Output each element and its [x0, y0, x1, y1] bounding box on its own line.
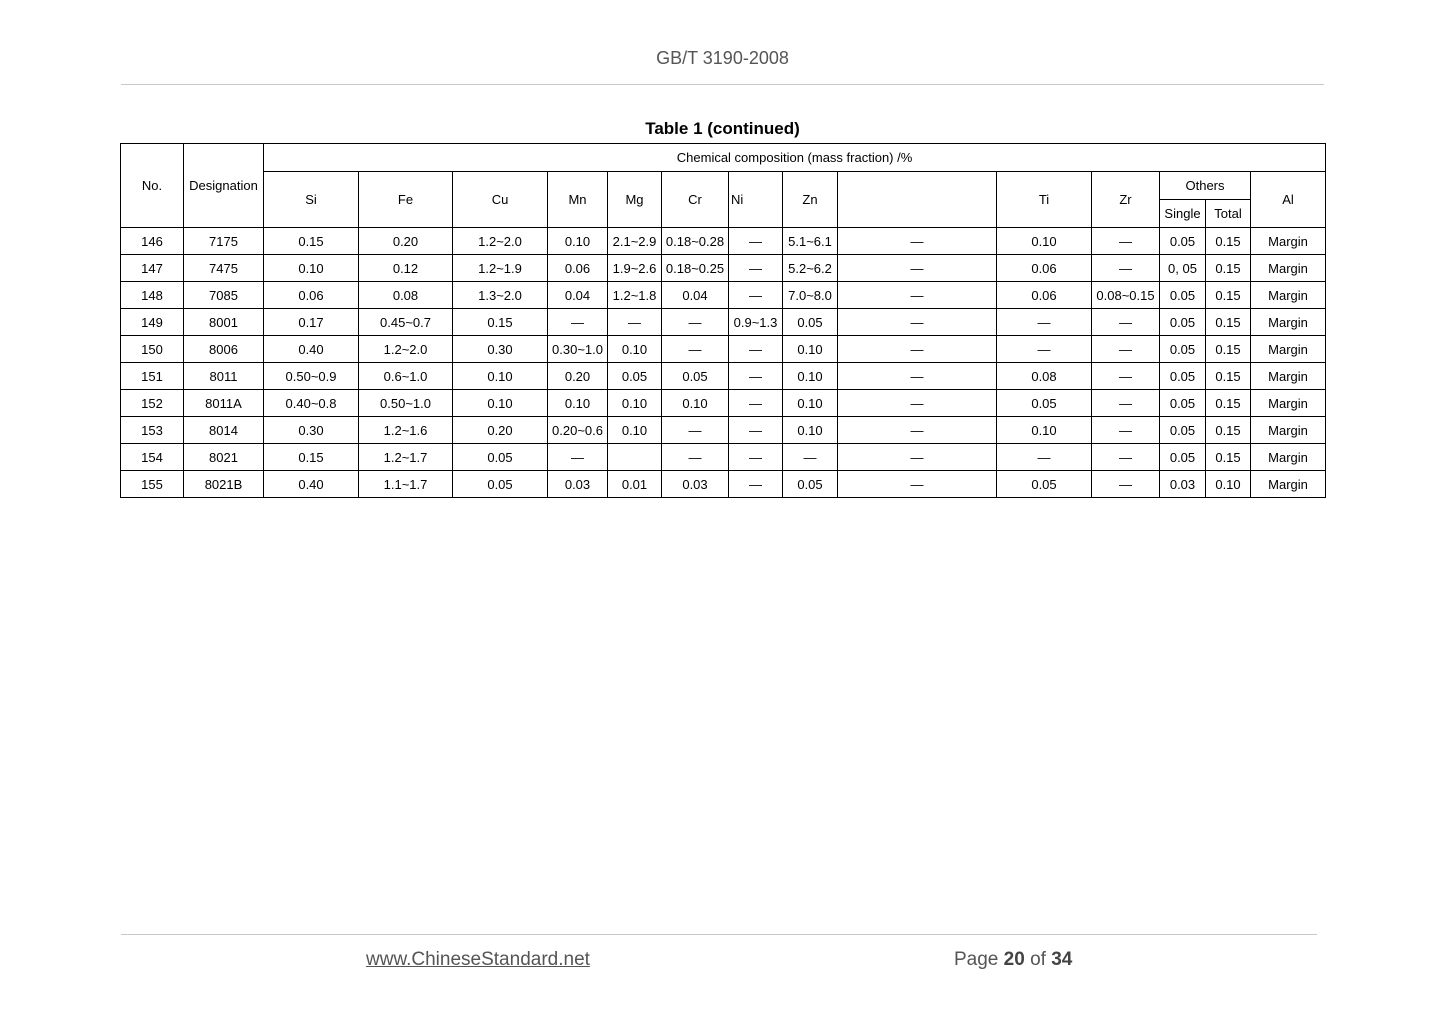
- cell-fe: 1.1~1.7: [359, 471, 453, 498]
- cell-blank: —: [838, 309, 997, 336]
- chemical-composition-table: [120, 143, 1326, 498]
- cell-fe: 1.2~1.6: [359, 417, 453, 444]
- cell-al: Margin: [1251, 363, 1326, 390]
- cell-mg: 0.10: [608, 390, 662, 417]
- page-of: of: [1030, 949, 1046, 970]
- cell-others-single: 0.05: [1160, 390, 1206, 417]
- cell-ni: —: [729, 390, 783, 417]
- table-row: [121, 471, 1326, 498]
- cell-others-single: 0.05: [1160, 417, 1206, 444]
- cell-si: 0.06: [264, 282, 359, 309]
- cell-zn: 0.10: [783, 336, 838, 363]
- table-row: [121, 444, 1326, 471]
- cell-zn: 7.0~8.0: [783, 282, 838, 309]
- cell-others-total: 0.15: [1206, 309, 1251, 336]
- cell-others-total: 0.15: [1206, 255, 1251, 282]
- cell-cu: 1.2~1.9: [453, 255, 548, 282]
- header-designation: Designation: [184, 144, 264, 228]
- cell-others-total: 0.15: [1206, 282, 1251, 309]
- cell-others-total: 0.10: [1206, 471, 1251, 498]
- cell-zr: —: [1092, 363, 1160, 390]
- cell-designation: 8006: [184, 336, 264, 363]
- cell-ni: 0.9~1.3: [729, 309, 783, 336]
- cell-si: 0.50~0.9: [264, 363, 359, 390]
- cell-al: Margin: [1251, 444, 1326, 471]
- cell-si: 0.17: [264, 309, 359, 336]
- cell-others-total: 0.15: [1206, 444, 1251, 471]
- cell-fe: 0.45~0.7: [359, 309, 453, 336]
- cell-others-single: 0.05: [1160, 336, 1206, 363]
- cell-mn: —: [548, 309, 608, 336]
- cell-ni: —: [729, 282, 783, 309]
- cell-zn: 0.05: [783, 471, 838, 498]
- header-fe: Fe: [359, 172, 453, 228]
- cell-ni: —: [729, 417, 783, 444]
- cell-blank: —: [838, 444, 997, 471]
- cell-zn: 5.2~6.2: [783, 255, 838, 282]
- cell-ti: 0.05: [997, 471, 1092, 498]
- header-mn: Mn: [548, 172, 608, 228]
- cell-cu: 0.05: [453, 471, 548, 498]
- cell-fe: 0.6~1.0: [359, 363, 453, 390]
- cell-others-single: 0.05: [1160, 228, 1206, 255]
- cell-designation: 8011: [184, 363, 264, 390]
- cell-designation: 7085: [184, 282, 264, 309]
- cell-al: Margin: [1251, 390, 1326, 417]
- header-blank: [838, 172, 997, 228]
- header-others-total: Total: [1206, 200, 1251, 228]
- table-row: [121, 309, 1326, 336]
- cell-zr: —: [1092, 255, 1160, 282]
- cell-others-single: 0.03: [1160, 471, 1206, 498]
- cell-cr: 0.04: [662, 282, 729, 309]
- cell-al: Margin: [1251, 471, 1326, 498]
- cell-cu: 0.30: [453, 336, 548, 363]
- cell-al: Margin: [1251, 255, 1326, 282]
- cell-al: Margin: [1251, 228, 1326, 255]
- cell-mg: 1.2~1.8: [608, 282, 662, 309]
- table-row: [121, 363, 1326, 390]
- cell-zn: 0.10: [783, 363, 838, 390]
- cell-designation: 7175: [184, 228, 264, 255]
- cell-no: 150: [121, 336, 184, 363]
- cell-others-single: 0.05: [1160, 444, 1206, 471]
- cell-no: 151: [121, 363, 184, 390]
- cell-cu: 0.05: [453, 444, 548, 471]
- cell-cr: 0.18~0.25: [662, 255, 729, 282]
- header-ni: Ni: [729, 172, 783, 228]
- header-others-single: Single: [1160, 200, 1206, 228]
- cell-mg: —: [608, 309, 662, 336]
- cell-blank: —: [838, 471, 997, 498]
- cell-mn: 0.30~1.0: [548, 336, 608, 363]
- cell-zr: —: [1092, 417, 1160, 444]
- cell-mn: 0.03: [548, 471, 608, 498]
- cell-designation: 8021: [184, 444, 264, 471]
- cell-mg: [608, 444, 662, 471]
- cell-mg: 0.10: [608, 336, 662, 363]
- cell-si: 0.15: [264, 228, 359, 255]
- cell-zr: —: [1092, 471, 1160, 498]
- cell-fe: 0.12: [359, 255, 453, 282]
- footer-divider: [121, 934, 1317, 935]
- cell-zr: —: [1092, 390, 1160, 417]
- header-zr: Zr: [1092, 172, 1160, 228]
- cell-si: 0.40~0.8: [264, 390, 359, 417]
- cell-mg: 2.1~2.9: [608, 228, 662, 255]
- cell-blank: —: [838, 255, 997, 282]
- cell-cr: 0.18~0.28: [662, 228, 729, 255]
- cell-blank: —: [838, 282, 997, 309]
- cell-ti: 0.10: [997, 417, 1092, 444]
- cell-mn: 0.10: [548, 228, 608, 255]
- header-al: Al: [1251, 172, 1326, 228]
- cell-cu: 0.20: [453, 417, 548, 444]
- cell-ti: —: [997, 336, 1092, 363]
- cell-designation: 8011A: [184, 390, 264, 417]
- cell-al: Margin: [1251, 417, 1326, 444]
- cell-no: 146: [121, 228, 184, 255]
- cell-ni: —: [729, 444, 783, 471]
- cell-others-single: 0.05: [1160, 309, 1206, 336]
- cell-al: Margin: [1251, 336, 1326, 363]
- cell-no: 153: [121, 417, 184, 444]
- cell-al: Margin: [1251, 309, 1326, 336]
- cell-blank: —: [838, 336, 997, 363]
- header-cr: Cr: [662, 172, 729, 228]
- cell-zr: —: [1092, 228, 1160, 255]
- cell-cr: —: [662, 309, 729, 336]
- cell-ni: —: [729, 228, 783, 255]
- cell-zr: —: [1092, 336, 1160, 363]
- table-row: [121, 228, 1326, 255]
- cell-designation: 8021B: [184, 471, 264, 498]
- cell-ni: —: [729, 255, 783, 282]
- cell-ni: —: [729, 471, 783, 498]
- table-row: [121, 417, 1326, 444]
- cell-cr: —: [662, 336, 729, 363]
- page-total: 34: [1051, 949, 1073, 970]
- cell-mg: 0.01: [608, 471, 662, 498]
- document-code-header: GB/T 3190-2008: [656, 48, 789, 68]
- cell-ti: 0.06: [997, 282, 1092, 309]
- cell-mn: —: [548, 444, 608, 471]
- cell-zn: —: [783, 444, 838, 471]
- cell-mn: 0.04: [548, 282, 608, 309]
- cell-si: 0.30: [264, 417, 359, 444]
- cell-zr: —: [1092, 444, 1160, 471]
- table-body: [121, 228, 1326, 498]
- cell-zn: 5.1~6.1: [783, 228, 838, 255]
- cell-ti: 0.06: [997, 255, 1092, 282]
- cell-zn: 0.10: [783, 417, 838, 444]
- cell-cr: —: [662, 444, 729, 471]
- page-number: [954, 949, 1072, 971]
- cell-others-total: 0.15: [1206, 336, 1251, 363]
- cell-no: 154: [121, 444, 184, 471]
- cell-others-single: 0.05: [1160, 363, 1206, 390]
- cell-others-total: 0.15: [1206, 417, 1251, 444]
- table-row: [121, 255, 1326, 282]
- cell-blank: —: [838, 228, 997, 255]
- header-si: Si: [264, 172, 359, 228]
- cell-designation: 7475: [184, 255, 264, 282]
- cell-zn: 0.10: [783, 390, 838, 417]
- cell-others-total: 0.15: [1206, 363, 1251, 390]
- header-zn: Zn: [783, 172, 838, 228]
- cell-ni: —: [729, 363, 783, 390]
- cell-mg: 1.9~2.6: [608, 255, 662, 282]
- header-others: Others: [1160, 172, 1251, 200]
- cell-mn: 0.20: [548, 363, 608, 390]
- cell-designation: 8014: [184, 417, 264, 444]
- cell-blank: —: [838, 417, 997, 444]
- cell-ti: —: [997, 444, 1092, 471]
- cell-no: 147: [121, 255, 184, 282]
- cell-fe: 1.2~2.0: [359, 336, 453, 363]
- cell-others-total: 0.15: [1206, 228, 1251, 255]
- cell-no: 149: [121, 309, 184, 336]
- header-ti: Ti: [997, 172, 1092, 228]
- header-chemical-composition: Chemical composition (mass fraction) /%: [264, 144, 1326, 172]
- cell-ti: 0.10: [997, 228, 1092, 255]
- cell-si: 0.10: [264, 255, 359, 282]
- cell-ti: —: [997, 309, 1092, 336]
- cell-others-total: 0.15: [1206, 390, 1251, 417]
- table-row: [121, 336, 1326, 363]
- cell-cu: 1.2~2.0: [453, 228, 548, 255]
- cell-fe: 0.50~1.0: [359, 390, 453, 417]
- cell-zr: —: [1092, 309, 1160, 336]
- cell-si: 0.40: [264, 336, 359, 363]
- cell-cu: 0.15: [453, 309, 548, 336]
- cell-fe: 0.08: [359, 282, 453, 309]
- cell-ni: —: [729, 336, 783, 363]
- header-no: No.: [121, 144, 184, 228]
- cell-cr: 0.03: [662, 471, 729, 498]
- cell-cu: 0.10: [453, 390, 548, 417]
- table-row: [121, 390, 1326, 417]
- cell-blank: —: [838, 390, 997, 417]
- cell-cr: 0.05: [662, 363, 729, 390]
- cell-designation: 8001: [184, 309, 264, 336]
- header-divider: [121, 84, 1324, 85]
- cell-zr: 0.08~0.15: [1092, 282, 1160, 309]
- header-mg: Mg: [608, 172, 662, 228]
- cell-no: 152: [121, 390, 184, 417]
- cell-cu: 0.10: [453, 363, 548, 390]
- cell-al: Margin: [1251, 282, 1326, 309]
- page-current: 20: [1003, 949, 1025, 970]
- cell-cr: 0.10: [662, 390, 729, 417]
- site-link[interactable]: www.ChineseStandard.net: [366, 949, 590, 970]
- cell-no: 155: [121, 471, 184, 498]
- cell-ti: 0.08: [997, 363, 1092, 390]
- cell-others-single: 0, 05: [1160, 255, 1206, 282]
- cell-others-single: 0.05: [1160, 282, 1206, 309]
- cell-si: 0.15: [264, 444, 359, 471]
- cell-ti: 0.05: [997, 390, 1092, 417]
- table-row: [121, 282, 1326, 309]
- cell-zn: 0.05: [783, 309, 838, 336]
- cell-mn: 0.10: [548, 390, 608, 417]
- table-caption: Table 1 (continued): [645, 119, 800, 138]
- cell-cr: —: [662, 417, 729, 444]
- cell-mg: 0.05: [608, 363, 662, 390]
- cell-mg: 0.10: [608, 417, 662, 444]
- cell-mn: 0.20~0.6: [548, 417, 608, 444]
- cell-mn: 0.06: [548, 255, 608, 282]
- cell-fe: 1.2~1.7: [359, 444, 453, 471]
- cell-si: 0.40: [264, 471, 359, 498]
- cell-fe: 0.20: [359, 228, 453, 255]
- header-cu: Cu: [453, 172, 548, 228]
- cell-cu: 1.3~2.0: [453, 282, 548, 309]
- cell-no: 148: [121, 282, 184, 309]
- cell-blank: —: [838, 363, 997, 390]
- page-prefix: Page: [954, 949, 999, 970]
